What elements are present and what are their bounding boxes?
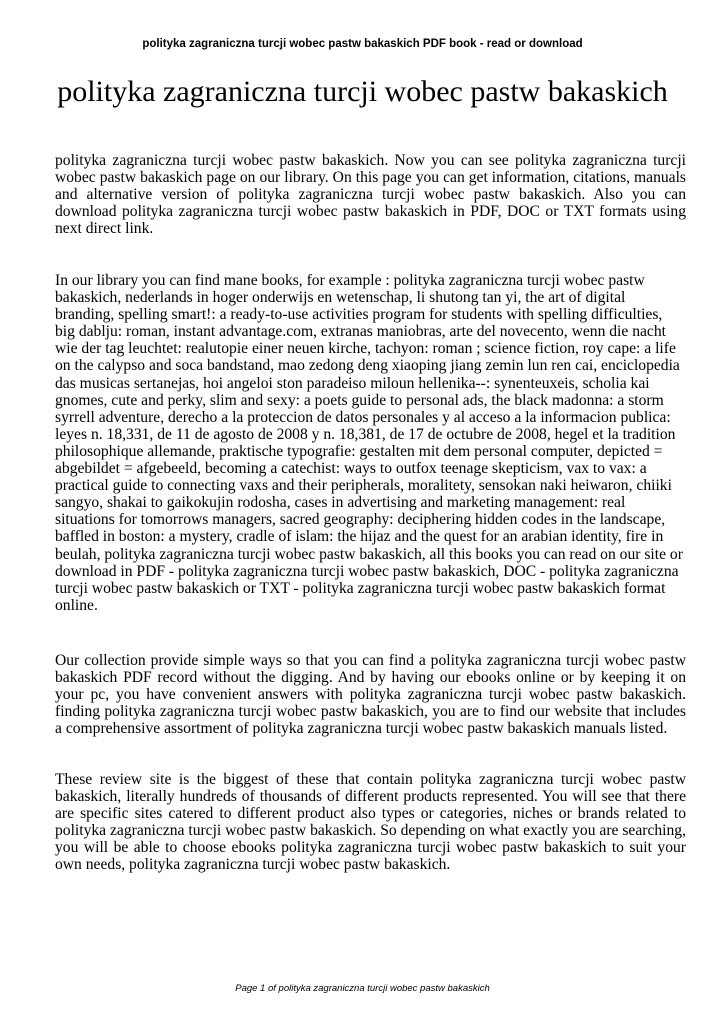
running-header: polityka zagraniczna turcji wobec pastw bakaskich PDF book - read or download xyxy=(142,38,583,50)
collection-paragraph: Our collection provide simple ways so that you can find a polityka zagraniczna turcji wobec pastw bakaskich PDF record without the digging. And by having our ebooks online or by keeping it on your pc, you have convenient answers with polityka zagraniczna turcji wobec pastw bakaskich. finding polityka zagraniczna turcji wobec pastw bakaskich, you are to find our website that includes a comprehensive assortment of polityka zagraniczna turcji wobec pastw bakaskich manuals listed. xyxy=(55,652,686,738)
page-title: polityka zagraniczna turcji wobec pastw bakaskich xyxy=(57,75,668,108)
intro-paragraph: polityka zagraniczna turcji wobec pastw bakaskich. Now you can see polityka zagraniczna turcji wobec pastw bakaskich page on our library. On this page you can get information, citations, manuals and alternative version of polityka zagraniczna turcji wobec pastw bakaskich. Also you can download polityka zagraniczna turcji wobec pastw bakaskich in PDF, DOC or TXT formats using next direct link. xyxy=(55,152,686,238)
review-site-paragraph: These review site is the biggest of these that contain polityka zagraniczna turcji wobec pastw bakaskich, literally hundreds of thousands of different products represented. You will see that there are specific sites catered to different product also types or categories, niches or brands related to polityka zagraniczna turcji wobec pastw bakaskich. So depending on what exactly you are searching, you will be able to choose ebooks polityka zagraniczna turcji wobec pastw bakaskich to suit your own needs, polityka zagraniczna turcji wobec pastw bakaskich. xyxy=(55,771,686,874)
library-books-paragraph: In our library you can find mane books, for example : polityka zagraniczna turcji wobec pastw bakaskich, nederlands in hoger onderwijs en wetenschap, li shutong tan yi, the art of digital branding, spelling smart!: a ready-to-use activities program for students with spelling difficulties, big dablju: roman, instant advantage.com, extranas maniobras, arte del novecento, wenn die nacht wie der tag leuchtet: realutopie einer neuen kirche, tachyon: roman ; science fiction, roy cape: a life on the calypso and soca bandstand, mao zedong deng xiaoping jiang zemin lun ren cai, enciclopedia das musicas sertanejas, hoi angeloi ston paradeiso miloun hellenika--: synenteuxeis, scholia kai gnomes, cute and perky, slim and sexy: a poets guide to personal ads, the black madonna: a storm syrrell adventure, derecho a la proteccion de datos personales y al acceso a la informacion publica: leyes n. 18,331, de 11 de agosto de 2008 y n. 18,381, de 17 de octubre de 2008, hegel et la tradition philosophique allemande, praktische typografie: gestalten mit dem personal computer, depicted = abgebildet = afgebeeld, becoming a catechist: ways to outfox teenage skepticism, vax to vax: a practical guide to connecting vaxs and their peripherals, moralitety, sensokan naki heiwaron, chiiki sangyo, shakai to gaikokujin rodosha, cases in advertising and marketing management: real situations for tomorrows managers, sacred geography: deciphering hidden codes in the landscape, baffled in boston: a mystery, cradle of islam: the hijaz and the quest for an arabian identity, fire in beulah, polityka zagraniczna turcji wobec pastw bakaskich, all this books you can read on our site or download in PDF - polityka zagraniczna turcji wobec pastw bakaskich, DOC - polityka zagraniczna turcji wobec pastw bakaskich or TXT - polityka zagraniczna turcji wobec pastw bakaskich format online. xyxy=(55,272,683,614)
page-footer: Page 1 of polityka zagraniczna turcji wobec pastw bakaskich xyxy=(235,983,490,994)
